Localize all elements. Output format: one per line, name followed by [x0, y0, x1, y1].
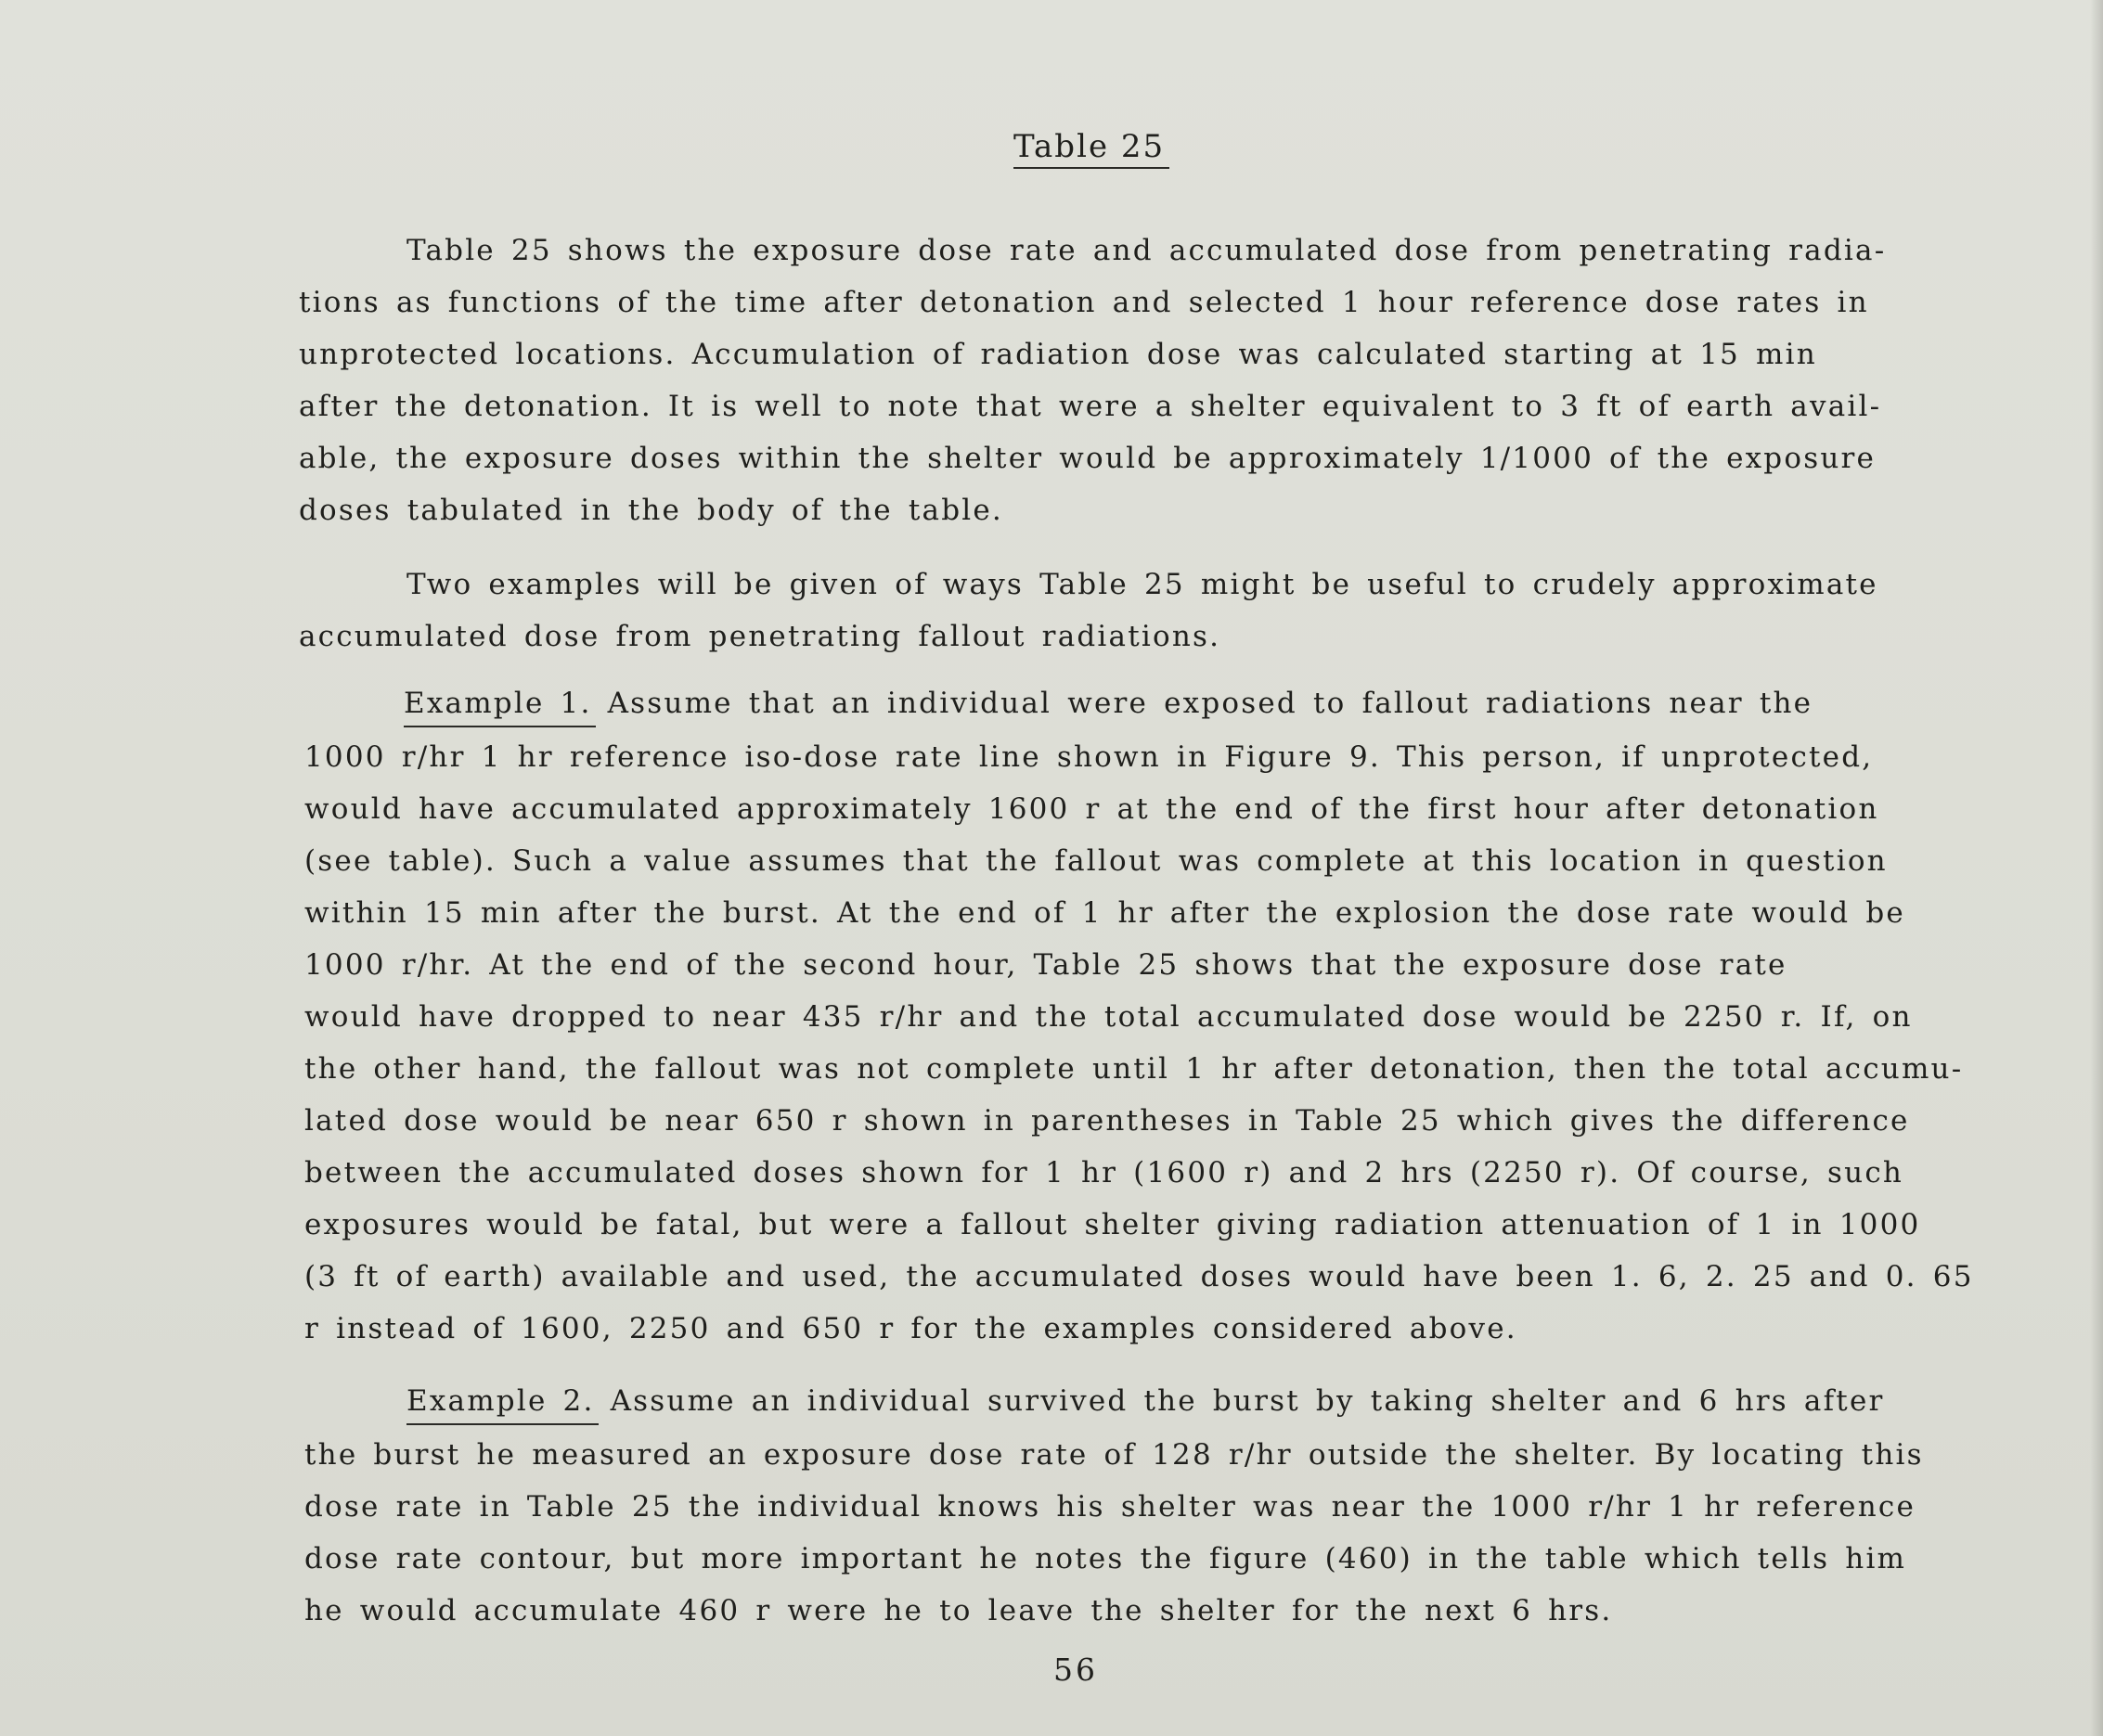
paragraph2-line-1: Two examples will be given of ways Table 25 might be useful to crudely approximate [406, 568, 1878, 601]
example2-line-4: he would accumulate 460 r were he to leave the shelter for the next 6 hrs. [304, 1594, 1613, 1627]
paragraph1-line-3: unprotected locations. Accumulation of radiation dose was calculated starting at 15 min [299, 338, 1817, 371]
example2-line-3: dose rate contour, but more important he notes the figure (460) in the table which tells him [304, 1542, 1907, 1575]
paragraph1-line-1: Table 25 shows the exposure dose rate and accumulated dose from penetrating radia- [406, 234, 1887, 267]
paragraph1-line-2: tions as functions of the time after detonation and selected 1 hour reference dose rates in [299, 286, 1869, 319]
example1-line-2: would have accumulated approximately 1600 r at the end of the first hour after detonation [304, 792, 1879, 826]
example1-first-text: Assume that an individual were exposed to fallout radiations near the [607, 687, 1813, 720]
example1-line-10: exposures would be fatal, but were a fallout shelter giving radiation attenuation of 1 in 1000 [304, 1208, 1921, 1241]
example1-line-8: lated dose would be near 650 r shown in parentheses in Table 25 which gives the difference [304, 1104, 1910, 1138]
example1-line-1: 1000 r/hr 1 hr reference iso-dose rate line shown in Figure 9. This person, if unprotected, [304, 740, 1874, 774]
title-underline [1013, 167, 1169, 169]
example1-line-6: would have dropped to near 435 r/hr and the total accumulated dose would be 2250 r. If, on [304, 1000, 1913, 1034]
example2-line-2: dose rate in Table 25 the individual knows his shelter was near the 1000 r/hr 1 hr reference [304, 1490, 1916, 1524]
example1-line-3: (see table). Such a value assumes that the fallout was complete at this location in question [304, 844, 1888, 878]
page-title: Table 25 [1013, 128, 1166, 165]
paragraph1-line-5: able, the exposure doses within the shelter would be approximately 1/1000 of the exposure [299, 442, 1877, 475]
paragraph1-line-6: doses tabulated in the body of the table. [299, 494, 1003, 527]
example2-first-text: Assume an individual survived the burst by taking shelter and 6 hrs after [610, 1384, 1885, 1418]
example1-line-9: between the accumulated doses shown for 1 hr (1600 r) and 2 hrs (2250 r). Of course, such [304, 1156, 1904, 1189]
example1-line-7: the other hand, the fallout was not complete until 1 hr after detonation, then the total accumu- [304, 1052, 1964, 1086]
page-number: 56 [1053, 1652, 1098, 1688]
paragraph1-line-4: after the detonation. It is well to note that were a shelter equivalent to 3 ft of earth avail- [299, 390, 1882, 423]
example1-line-11: (3 ft of earth) available and used, the accumulated doses would have been 1. 6, 2. 25 and 0. 65 [304, 1260, 1974, 1293]
page-edge-shadow [2090, 0, 2103, 1736]
example2-first-line [406, 1382, 1885, 1420]
example1-first-line [404, 685, 1813, 722]
example1-line-4: within 15 min after the burst. At the end of 1 hr after the explosion the dose rate would be [304, 896, 1905, 930]
example1-line-12: r instead of 1600, 2250 and 650 r for the examples considered above. [304, 1312, 1517, 1345]
example2-line-1: the burst he measured an exposure dose rate of 128 r/hr outside the shelter. By locating this [304, 1438, 1924, 1472]
example1-line-5: 1000 r/hr. At the end of the second hour, Table 25 shows that the exposure dose rate [304, 948, 1787, 982]
example2-label: Example 2. [406, 1384, 595, 1418]
example1-label: Example 1. [404, 687, 592, 720]
paragraph2-line-2: accumulated dose from penetrating fallout radiations. [299, 620, 1221, 653]
